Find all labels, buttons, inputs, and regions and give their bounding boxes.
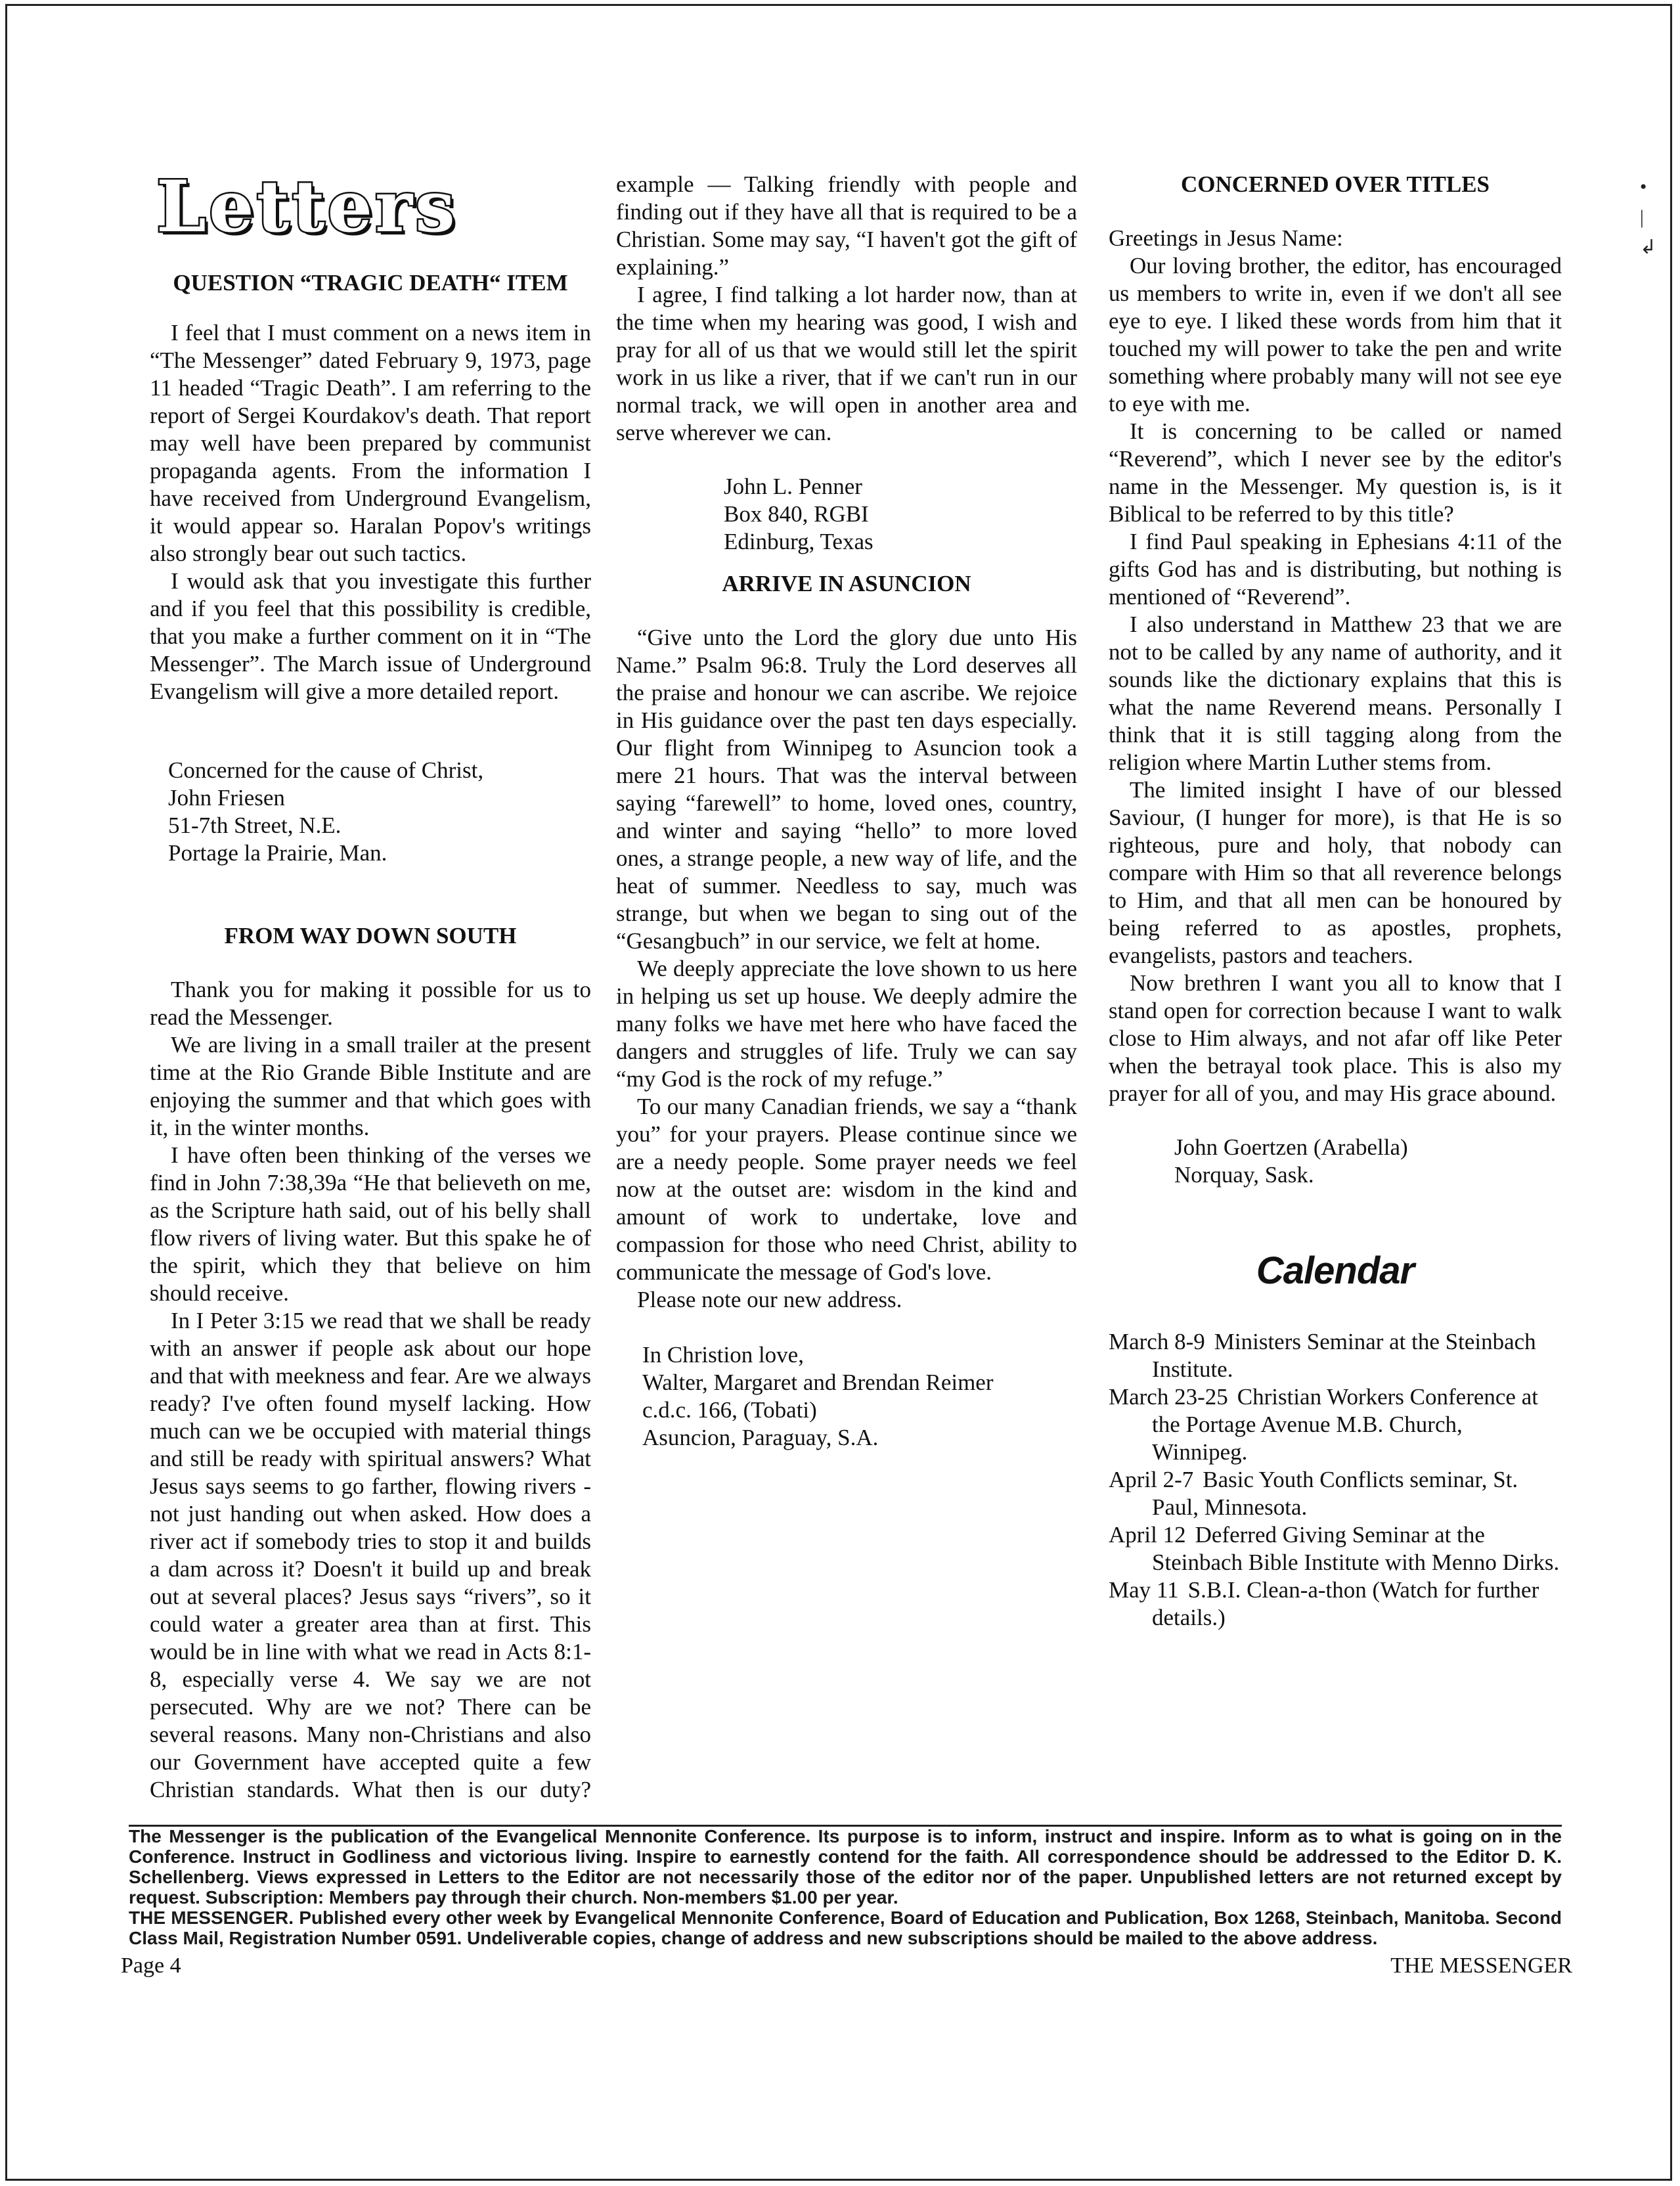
calendar [1109, 1249, 1562, 1632]
paragraph: I agree, I find talking a lot harder now, than at the time when my hearing was good, I wish and pray for all of us that we would still let the spirit work in us like a river, that if we can't run in our normal track, we will open in another area and serve wherever we can. [616, 282, 1077, 445]
calendar-date: April 2-7 [1109, 1467, 1194, 1492]
signature [642, 1341, 1077, 1452]
greeting: Greetings in Jesus Name: [1109, 225, 1343, 251]
letter-concerned-over-titles [1109, 171, 1562, 1189]
footer-publisher: THE MESSENGER. Published every other week by Evangelical Mennonite Conference, Board of Education and Publication, Box 1268, Steinbach, Manitoba. Second Class Mail, Registration Number 0591. Undeliverable copies, change of address and new subscriptions should be mailed to the above address. [129, 1907, 1562, 1948]
paragraph: It is concerning to be called or named “Reverend”, which I never see by the editor's name in the Messenger. My question is, is it Biblical to be referred to by this title? [1109, 418, 1562, 527]
page-number: Page 4 [121, 1953, 181, 1978]
calendar-title: Calendar [1256, 1249, 1415, 1292]
paragraph: “Give unto the Lord the glory due unto His Name.” Psalm 96:8. Truly the Lord deserves all the praise and honour we can ascribe. We rejoice in His guidance over the past ten days especially. Our flight from Winnipeg to Asuncion took a mere 21 hours. That was the interval between saying “farewell” to home, loved ones, country, and winter and saying “hello” to more loved ones, a strange people, a new way of life, and the heat of summer. Needless to say, much was strange, but when we began to sing out of the “Gesangbuch” in our service, we felt at home. [616, 625, 1077, 954]
calendar-item [1109, 1383, 1562, 1466]
headline: QUESTION “TRAGIC DEATH“ ITEM [173, 270, 568, 296]
calendar-text: Ministers Seminar at the Steinbach Institute. [1152, 1329, 1536, 1382]
letter-tragic-death [150, 269, 591, 867]
signature-line: John L. Penner [724, 474, 862, 499]
signature-line: 51-7th Street, N.E. [168, 813, 342, 838]
signature-line: John Goertzen (Arabella) [1174, 1134, 1408, 1160]
publication-name: THE MESSENGER [1390, 1953, 1572, 1978]
signature-line: Concerned for the cause of Christ, [168, 757, 484, 783]
column-left [150, 166, 591, 1804]
calendar-item [1109, 1576, 1562, 1632]
paragraph-continued: example — Talking friendly with people and finding out if they have all that is required to be a Christian. Some may say, “I haven't got the gift of explaining.” [616, 171, 1077, 280]
paragraph: I also understand in Matthew 23 that we are not to be called by any name of authority, and it sounds like the dictionary explains that this is what the name Reverend means. Personally I think that it is still tagging along from the religion where Martin Luther stems from. [1109, 612, 1562, 775]
calendar-date: March 8-9 [1109, 1329, 1205, 1354]
calendar-text: Christian Workers Conference at the Portage Avenue M.B. Church, Winnipeg. [1152, 1384, 1538, 1465]
paragraph: In I Peter 3:15 we read that we shall be ready with an answer if people ask about our hope and that with meekness and fear. Are we always ready? I've often found myself lacking. How much can we be occupied with material things and still be ready with spiritual answers? What Jesus says seems to go farther, flowing rivers - not just handing out when asked. How does a river act if somebody tries to stop it and builds a dam across it? Doesn't it build up and break out at several places? Jesus says “rivers”, so it could water a greater area than at first. This would be in line with what we read in Acts 8:1-8, especially verse 4. We say we are not persecuted. Why are we not? There can be several reasons. Many non-Christians and also our Government have accepted quite a few Christian standards. What then is our duty? [150, 1308, 591, 1802]
paragraph: I have often been thinking of the verses we find in John 7:38,39a “He that believeth on me, as the Scripture hath said, out of his belly shall flow rivers of living water. But this spake he of the spirit, which they that believe on him should receive. [150, 1142, 591, 1306]
column-middle [616, 171, 1077, 1452]
margin-marks: • | ↲ [1639, 176, 1656, 258]
headline: FROM WAY DOWN SOUTH [224, 923, 517, 948]
signature-line: Edinburg, Texas [724, 529, 873, 554]
letter-arrive-in-asuncion [616, 570, 1077, 1452]
signature-line: Walter, Margaret and Brendan Reimer [642, 1370, 994, 1395]
calendar-text: S.B.I. Clean-a-thon (Watch for further details.) [1152, 1577, 1539, 1630]
calendar-date: March 23-25 [1109, 1384, 1228, 1410]
column-right [1109, 171, 1562, 1632]
paragraph: We are living in a small trailer at the present time at the Rio Grande Bible Institute and are enjoying the summer and that which goes with it, in the winter months. [150, 1032, 591, 1140]
calendar-item [1109, 1521, 1562, 1576]
paragraph: Please note our new address. [637, 1287, 902, 1312]
paragraph: Now brethren I want you all to know that I stand open for correction because I want to walk close to Him always, and not afar off like Peter when the betrayal took place. This is also my prayer for all of you, and may His grace abound. [1109, 970, 1562, 1106]
signature-line: In Christion love, [642, 1342, 804, 1368]
signature [168, 757, 591, 867]
paragraph: I would ask that you investigate this further and if you feel that this possibility is credible, that you make a further comment on it in “The Messenger”. The March issue of Underground Evangelism will give a more detailed report. [150, 568, 591, 704]
calendar-date: May 11 [1109, 1577, 1179, 1603]
paragraph: To our many Canadian friends, we say a “thank you” for your prayers. Please continue since we are a needy people. Some prayer needs we feel now at the outset are: wisdom in the kind and amount of work to undertake, love and compassion for those who need Christ, ability to communicate the message of God's love. [616, 1094, 1077, 1285]
headline: ARRIVE IN ASUNCION [722, 571, 971, 596]
signature-line: Asuncion, Paraguay, S.A. [642, 1425, 879, 1450]
signature-line: Box 840, RGBI [724, 501, 869, 527]
signature [1174, 1134, 1562, 1189]
signature-line: John Friesen [168, 785, 285, 811]
calendar-item [1109, 1466, 1562, 1521]
paragraph: Our loving brother, the editor, has encouraged us members to write in, even if we don't all see eye to eye. I liked these words from him that it touched my will power to take the pen and write something where probably many will not see eye to eye with me. [1109, 253, 1562, 416]
paragraph: The limited insight I have of our blessed Saviour, (I hunger for more), is that He is so righteous, pure and holy, that nobody can compare with Him so that all reverence belongs to Him, and that all men can be honoured by being referred to as apostles, prophets, evangelists, pastors and teachers. [1109, 777, 1562, 968]
paragraph: I feel that I must comment on a news item in “The Messenger” dated February 9, 1973, page 11 headed “Tragic Death”. I am referring to the report of Sergei Kourdakov's death. That report may well have been prepared by communist propaganda agents. From the information I have received from Underground Evangelism, it would appear so. Haralan Popov's writings also strongly bear out such tactics. [150, 320, 591, 566]
section-title-letters: Letters [156, 166, 458, 248]
signature-line: Norquay, Sask. [1174, 1162, 1314, 1188]
calendar-text: Deferred Giving Seminar at the Steinbach Bible Institute with Menno Dirks. [1152, 1522, 1560, 1575]
signature-line: c.d.c. 166, (Tobati) [642, 1397, 817, 1423]
calendar-item [1109, 1328, 1562, 1383]
signature [724, 473, 1077, 556]
letter-way-down-south [150, 922, 591, 1804]
calendar-text: Basic Youth Conflicts seminar, St. Paul, Minnesota. [1152, 1467, 1518, 1520]
signature-line: Portage la Prairie, Man. [168, 840, 387, 866]
headline: CONCERNED OVER TITLES [1180, 171, 1490, 197]
paragraph: We deeply appreciate the love shown to us here in helping us set up house. We deeply admire the many folks we have met here who have faced the dangers and struggles of life. Truly we can say “my God is the rock of my refuge.” [616, 956, 1077, 1092]
calendar-date: April 12 [1109, 1522, 1186, 1548]
footer-notice [129, 1826, 1562, 1948]
footer-about: The Messenger is the publication of the Evangelical Mennonite Conference. Its purpose is to inform, instruct and inspire. Inform as to what is going on in the Conference. Instruct in Godliness and victorious living. Inspire to earnestly contend for the faith. All correspondence should be addressed to the Editor D. K. Schellenberg. Views expressed in Letters to the Editor are not necessarily those of the editor nor of the paper. Unpublished letters are not returned except by request. Subscription: Members pay through their church. Non-members $1.00 per year. [129, 1826, 1562, 1907]
paragraph: Thank you for making it possible for us to read the Messenger. [150, 977, 591, 1030]
continued-text [616, 171, 1077, 281]
paragraph: I find Paul speaking in Ephesians 4:11 of the gifts God has and is distributing, but nothing is mentioned of “Reverend”. [1109, 529, 1562, 610]
